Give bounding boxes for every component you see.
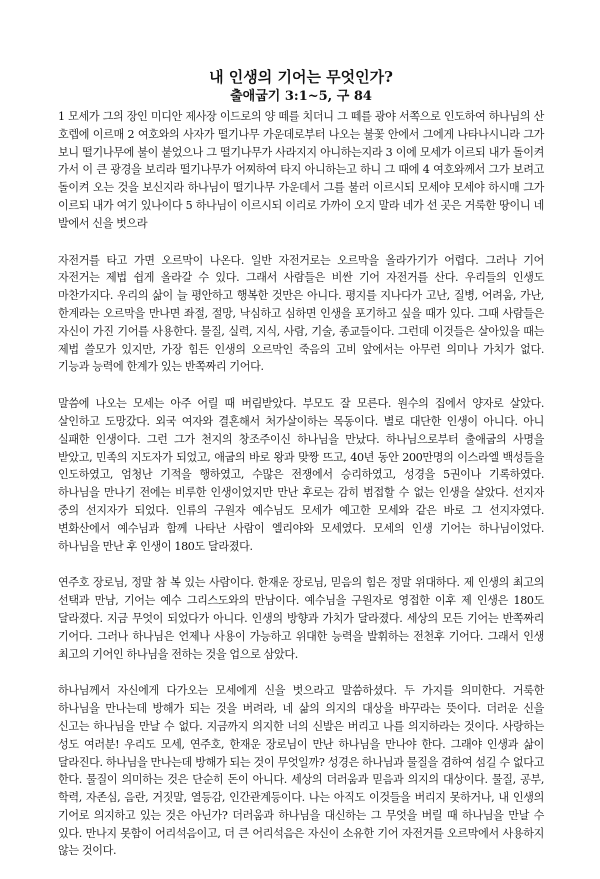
paragraph-moses: 말씀에 나오는 모세는 아주 어릴 때 버림받았다. 부모도 잘 모른다. 원수의 집에서 양자로 살았다. 살인하고 도망갔다. 외국 여자와 결혼해서 처가살이하는 목동이다. 별로 대단한 인생이 아니다. 아니 실패한 인생이다. 그런 그가 천지의 창조주이신 하나님을 만났다. 하나님으로부터 출애굽의 사명을 받았고, 민족의 지도자가 되었고, 애굽의 바로 왕과 맞짱 뜨고, 40년 동안 200만명의 이스라엘 백성들을 인도하였고, 엄청난 기적을 행하였고, 수많은 전쟁에서 승리하였고, 성경을 5권이나 기록하였다. 하나님을 만나기 전에는 비루한 인생이었지만 만난 후로는 감히 범접할 수 없는 인생을 살았다. 선지자 중의 선지자가 되었다. 인류의 구원자 예수님도 모세가 예고한 모세와 같은 바로 그 선지자였다. 변화산에서 예수님과 함께 나타난 사람이 엘리야와 모세였다. 모세의 인생 기어는 하나님이었다. 하나님을 만난 후 인생이 180도 달라졌다. [58,397,544,553]
paragraph-take-off-shoes: 하나님께서 자신에게 다가오는 모세에게 신을 벗으라고 말씀하셨다. 두 가지를 의미한다. 거룩한 하나님을 만나는데 방해가 되는 것을 버려라, 네 삶의 의지의 대상을 바꾸라는 뜻이다. 더러운 신을 신고는 하나님을 만날 수 없다. 지금까지 의지한 너의 신발은 버리고 나를 의지하라는 것이다. 사랑하는 성도 여러분! 우리도 모세, 연주호, 한재운 장로님이 만난 하나님을 만나야 한다. 그래야 인생과 삶이 달라진다. 하나님을 만나는데 방해가 되는 것이 무엇일까? 성경은 하나님과 물질을 겸하여 섬길 수 없다고 한다. 물질이 의미하는 것은 단순히 돈이 아니다. 세상의 더러움과 믿음과 의지의 대상이다. 물질, 공부, 학력, 자존심, 음란, 거짓말, 열등감, 인간관계등이다. 나는 아직도 이것들을 버리지 못하거나, 내 인생의 기어로 의지하고 있는 것은 아닌가? 더러움과 하나님을 대신하는 그 무엇을 버릴 때 하나님을 만날 수 있다. 만나지 못함이 어리석음이고, 더 큰 어리석음은 자신이 소유한 기어 자전거를 오르막에서 사용하지 않는 것이다. [58,684,544,858]
scripture-passage: 1 모세가 그의 장인 미디안 제사장 이드로의 양 떼를 치더니 그 떼를 광야 서쪽으로 인도하여 하나님의 산 호렙에 이르매 2 여호와의 사자가 떨기나무 가운데로부터 나오는 불꽃 안에서 그에게 나타나시니라 그가 보니 떨기나무에 불이 붙었으나 그 떨기나무가 사라지지 아니하는지라 3 이에 모세가 이르되 내가 돌이켜 가서 이 큰 광경을 보리라 떨기나무가 어찌하여 타지 아니하는고 하니 그 때에 4 여호와께서 그가 보려고 돌이켜 오는 것을 보신지라 하나님이 떨기나무 가운데서 그를 불러 이르시되 모세야 모세야 하시매 그가 이르되 내가 여기 있나이다 5 하나님이 이르시되 이리로 가까이 오지 말라 네가 선 곳은 거룩한 땅이니 네 발에서 신을 벗으라 [58,110,544,230]
document-title: 내 인생의 기어는 무엇인가? [209,68,393,86]
sermon-page [58,68,544,879]
paragraph-elders: 연주호 장로님, 정말 참 복 있는 사람이다. 한재운 장로님, 믿음의 힘은 정말 위대하다. 제 인생의 최고의 선택과 만남, 기어는 예수 그리스도와의 만남이다. 예수님을 구원자로 영접한 이후 제 인생은 180도 달라졌다. 지금 무엇이 되었다가 아니다. 인생의 방향과 가치가 달라졌다. 세상의 모든 기어는 반쪽짜리 기어다. 그러나 하나님은 언제나 사용이 가능하고 위대한 능력을 발휘하는 전천후 기어다. 그래서 인생 최고의 기어인 하나님을 전하는 것을 업으로 삼았다. [58,576,544,661]
scripture-reference: 출애굽기 3:1~5, 구 84 [230,89,372,104]
paragraph-bicycle-gear: 자전거를 타고 가면 오르막이 나온다. 일반 자전거로는 오르막을 올라가기가 어렵다. 그러나 기어 자전거는 제법 쉽게 올라갈 수 있다. 그래서 사람들은 비싼 기어 자전거를 산다. 우리들의 인생도 마찬가지다. 우리의 삶이 늘 평안하고 행복한 것만은 아니다. 평지를 지나다가 고난, 질병, 어려움, 가난, 한계라는 오르막을 만나면 좌절, 절망, 낙심하고 심하면 인생을 포기하고 싶을 때가 있다. 그때 사람들은 자신이 가진 기어를 사용한다. 물질, 실력, 지식, 사람, 기술, 종교들이다. 그런데 이것들은 살아있을 때는 제법 쓸모가 있지만, 가장 힘든 인생의 오르막인 죽음의 고비 앞에서는 아무런 의미나 가치가 없다. 기능과 능력에 한계가 있는 반쪽짜리 기어다. [58,253,544,374]
